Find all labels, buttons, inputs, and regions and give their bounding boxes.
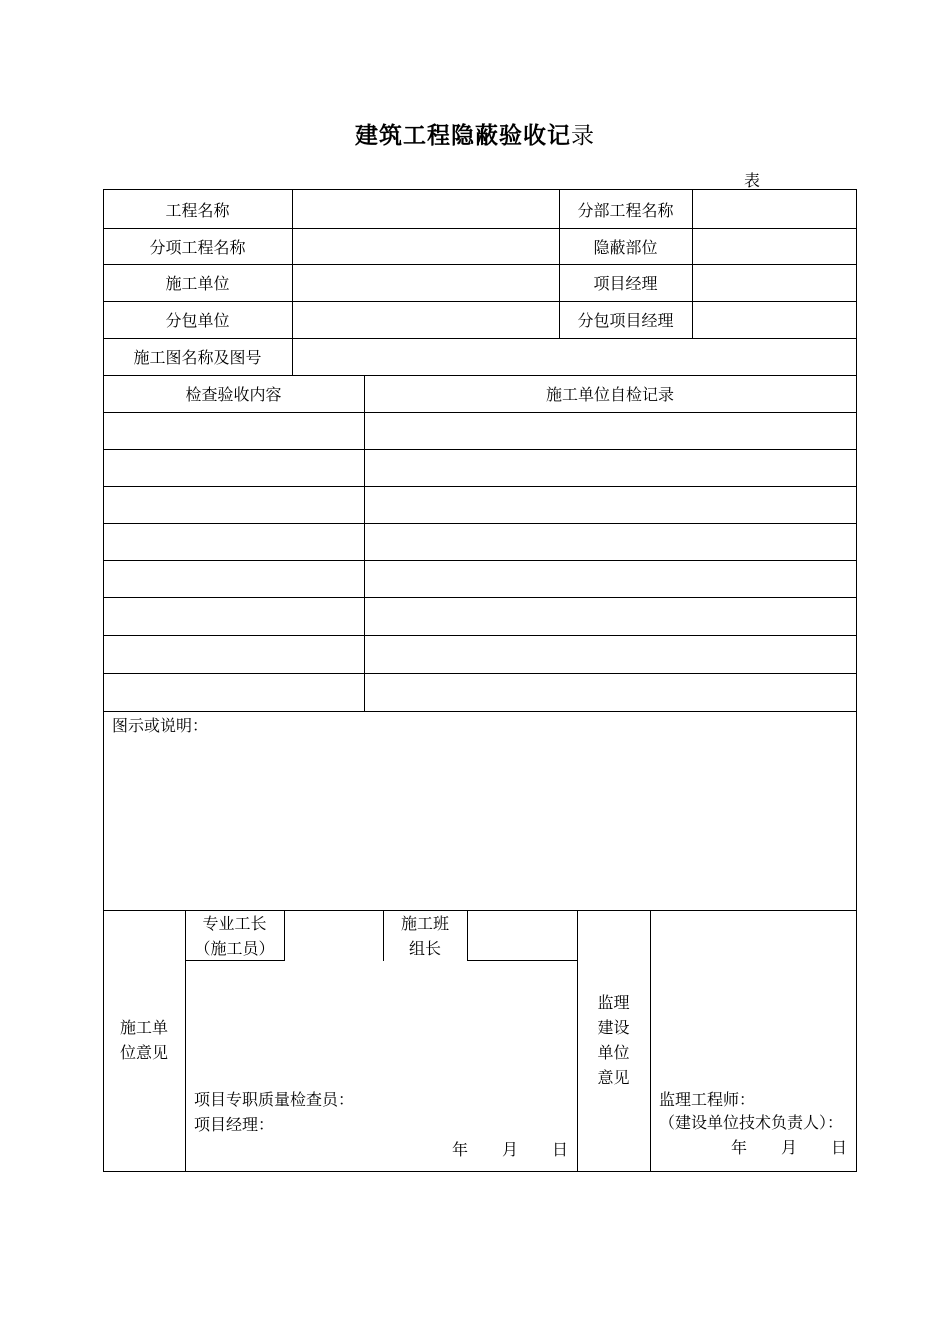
check-row-record[interactable] bbox=[365, 598, 856, 635]
date-day-left: 日 bbox=[552, 1140, 569, 1159]
supervisor-label: 监理工程师： bbox=[659, 1090, 756, 1109]
sub-project-manager-label: 分包项目经理 bbox=[577, 311, 674, 330]
check-row[interactable] bbox=[104, 561, 364, 597]
check-row-record[interactable] bbox=[365, 674, 856, 711]
hidden-part-field[interactable] bbox=[693, 228, 856, 264]
project-name-field[interactable] bbox=[293, 190, 559, 228]
team-leader-field[interactable] bbox=[468, 911, 577, 960]
team-leader-label: 施工班 组长 bbox=[400, 914, 449, 958]
sub-project-manager-field[interactable] bbox=[693, 301, 856, 338]
project-manager-field[interactable] bbox=[693, 264, 856, 301]
illustration-label: 图示或说明： bbox=[112, 716, 209, 735]
check-row[interactable] bbox=[104, 450, 364, 486]
date-month-right: 月 bbox=[781, 1138, 798, 1157]
subcontractor-field[interactable] bbox=[293, 301, 559, 338]
check-row[interactable] bbox=[104, 636, 364, 673]
owner-tech-label: （建设单位技术负责人）： bbox=[659, 1113, 844, 1132]
check-row[interactable] bbox=[104, 598, 364, 635]
illustration-area[interactable] bbox=[104, 740, 856, 908]
title-main: 建筑工程隐蔽验收记 bbox=[355, 123, 571, 149]
hidden-part-label: 隐蔽部位 bbox=[593, 237, 658, 257]
self-check-record-header: 施工单位自检记录 bbox=[545, 385, 674, 404]
project-manager-sign-label: 项目经理： bbox=[194, 1115, 275, 1134]
check-row[interactable] bbox=[104, 524, 364, 560]
check-row-record[interactable] bbox=[365, 487, 856, 523]
check-row-record[interactable] bbox=[365, 636, 856, 673]
check-row[interactable] bbox=[104, 487, 364, 523]
check-row-record[interactable] bbox=[365, 524, 856, 560]
foreman-field[interactable] bbox=[285, 911, 383, 960]
drawing-name-field[interactable] bbox=[293, 338, 856, 375]
contractor-field[interactable] bbox=[293, 264, 559, 301]
date-year-left: 年 bbox=[452, 1140, 469, 1159]
document-title bbox=[0, 117, 950, 150]
check-row-record[interactable] bbox=[365, 450, 856, 486]
subitem-name-label: 分项工程名称 bbox=[149, 237, 246, 257]
date-day-right: 日 bbox=[831, 1138, 848, 1157]
project-name-label: 工程名称 bbox=[165, 200, 230, 220]
foreman-label: 专业工长 （施工员） bbox=[194, 914, 275, 958]
project-manager-label: 项目经理 bbox=[593, 274, 658, 293]
division-name-label: 分部工程名称 bbox=[577, 200, 674, 220]
check-row[interactable] bbox=[104, 674, 364, 711]
subcontractor-label: 分包单位 bbox=[165, 311, 230, 330]
supervision-opinion-label: 监理 建设 单位 意见 bbox=[597, 993, 630, 1087]
date-month-left: 月 bbox=[502, 1140, 519, 1159]
title-last-char: 录 bbox=[571, 123, 595, 149]
check-content-header: 检查验收内容 bbox=[185, 385, 282, 404]
check-row[interactable] bbox=[104, 413, 364, 449]
quality-inspector-label: 项目专职质量检查员： bbox=[194, 1090, 355, 1109]
division-name-field[interactable] bbox=[693, 190, 856, 228]
check-row-record[interactable] bbox=[365, 413, 856, 449]
date-year-right: 年 bbox=[731, 1138, 748, 1157]
construction-opinion-label: 施工单 位意见 bbox=[119, 1018, 168, 1062]
form-number-label: 表 bbox=[744, 171, 761, 190]
subitem-name-field[interactable] bbox=[293, 228, 559, 264]
contractor-label: 施工单位 bbox=[165, 274, 230, 293]
drawing-name-label: 施工图名称及图号 bbox=[133, 348, 262, 367]
check-row-record[interactable] bbox=[365, 561, 856, 597]
